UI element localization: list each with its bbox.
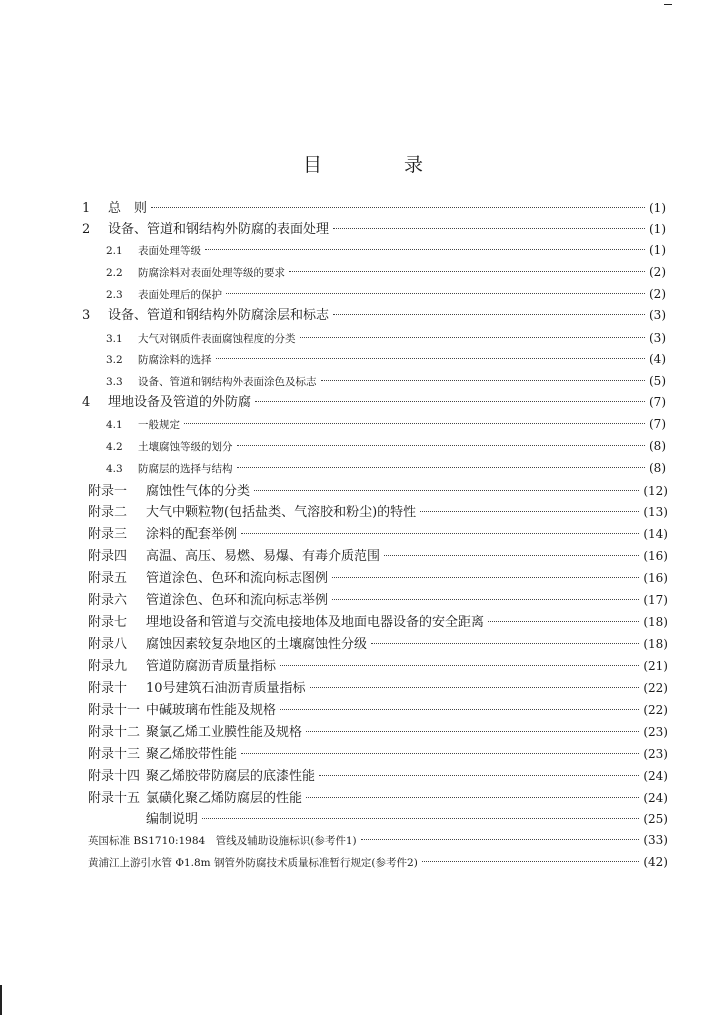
toc-entry bbox=[82, 219, 666, 239]
toc-entry-page: (2) bbox=[649, 265, 666, 279]
toc-entry bbox=[88, 809, 668, 829]
toc-entry-title: 防腐涂料对表面处理等级的要求 bbox=[138, 267, 285, 279]
toc-leader-dots bbox=[333, 228, 645, 229]
toc-entry bbox=[82, 392, 666, 412]
toc-entry-title: 涂料的配套举例 bbox=[146, 527, 238, 542]
toc-leader-dots bbox=[332, 577, 639, 578]
toc-entry-number: 附录八 bbox=[88, 637, 128, 652]
toc-entry-title: 表面处理等级 bbox=[138, 245, 201, 257]
toc-leader-dots bbox=[310, 687, 640, 688]
toc-entry bbox=[88, 502, 668, 522]
toc-leader-dots bbox=[241, 533, 639, 534]
toc-entry-number: 附录九 bbox=[88, 659, 128, 674]
toc-entry bbox=[88, 634, 668, 654]
toc-entry-title: 一般规定 bbox=[138, 419, 180, 431]
toc-entry-page: (2) bbox=[649, 287, 666, 301]
toc-leader-dots bbox=[226, 293, 645, 294]
toc-entry-page: (16) bbox=[643, 571, 668, 585]
toc-entry-page: (3) bbox=[649, 308, 666, 322]
toc-entry-page: (1) bbox=[649, 243, 666, 257]
toc-leader-dots bbox=[255, 401, 645, 402]
toc-entry-number: 附录一 bbox=[88, 484, 128, 499]
toc-leader-dots bbox=[384, 555, 639, 556]
toc-entry-page: (8) bbox=[649, 439, 666, 453]
toc-entry-page: (4) bbox=[649, 352, 666, 366]
toc-entry bbox=[88, 788, 668, 808]
toc-entry-page: (33) bbox=[643, 833, 668, 847]
toc-entry-title: 防腐涂料的选择 bbox=[138, 354, 212, 366]
toc-entry-number: 附录十四 bbox=[88, 769, 141, 784]
toc-leader-dots bbox=[306, 797, 639, 798]
toc-entry-page: (13) bbox=[643, 505, 668, 519]
toc-leader-dots bbox=[216, 358, 646, 359]
toc-leader-dots bbox=[184, 423, 645, 424]
toc-entry bbox=[106, 436, 666, 456]
toc-entry-title: 土壤腐蚀等级的划分 bbox=[138, 441, 233, 453]
toc-entry-number: 附录四 bbox=[88, 549, 128, 564]
toc-leader-dots bbox=[151, 207, 645, 208]
toc-entry-title: 中碱玻璃布性能及规格 bbox=[146, 703, 277, 718]
toc-entry bbox=[82, 198, 666, 218]
toc-entry-page: (18) bbox=[643, 615, 668, 629]
toc-entry-title: 大气中颗粒物(包括盐类、气溶胶和粉尘)的特性 bbox=[146, 505, 417, 520]
page-title: 目 录 bbox=[302, 154, 462, 176]
toc-entry bbox=[88, 481, 668, 501]
toc-entry-number: 2.2 bbox=[106, 267, 123, 279]
toc-entry-page: (5) bbox=[649, 374, 666, 388]
toc-entry bbox=[106, 262, 666, 282]
toc-entry-title: 高温、高压、易燃、易爆、有毒介质范围 bbox=[146, 549, 381, 564]
toc-entry bbox=[106, 414, 666, 434]
toc-entry-number: 4.3 bbox=[106, 463, 123, 475]
toc-entry-page: (12) bbox=[643, 484, 668, 498]
toc-entry-page: (25) bbox=[643, 812, 668, 826]
toc-entry-page: (21) bbox=[643, 659, 668, 673]
toc-leader-dots bbox=[361, 839, 640, 840]
toc-entry-number: 附录二 bbox=[88, 505, 128, 520]
toc-entry-page: (42) bbox=[643, 855, 668, 869]
toc-entry-number: 4.1 bbox=[106, 419, 123, 431]
toc-entry-number: 附录十二 bbox=[88, 725, 141, 740]
toc-entry-title: 防腐层的选择与结构 bbox=[138, 463, 233, 475]
toc-leader-dots bbox=[422, 861, 640, 862]
toc-entry-title: 设备、管道和钢结构外防腐的表面处理 bbox=[108, 222, 330, 237]
toc-entry bbox=[88, 744, 668, 764]
toc-entry bbox=[106, 371, 666, 391]
toc-entry bbox=[106, 240, 666, 260]
toc-leader-dots bbox=[280, 665, 639, 666]
toc-entry-number: 4 bbox=[82, 395, 91, 410]
toc-leader-dots bbox=[237, 445, 646, 446]
toc-leader-dots bbox=[306, 731, 639, 732]
toc-leader-dots bbox=[237, 467, 646, 468]
toc-entry-page: (24) bbox=[643, 769, 668, 783]
toc-entry bbox=[88, 830, 668, 850]
toc-entry-title: 10号建筑石油沥青质量指标 bbox=[146, 681, 306, 696]
toc-leader-dots bbox=[205, 249, 645, 250]
toc-entry-page: (3) bbox=[649, 331, 666, 345]
toc-entry-page: (24) bbox=[643, 791, 668, 805]
scan-mark-top-right bbox=[664, 4, 672, 5]
toc-entry bbox=[88, 546, 668, 566]
toc-entry-title: 管道防腐沥青质量指标 bbox=[146, 659, 277, 674]
toc-entry-title: 编制说明 bbox=[146, 812, 199, 827]
toc-leader-dots bbox=[202, 818, 639, 819]
toc-entry-title: 聚氯乙烯工业膜性能及规格 bbox=[146, 725, 303, 740]
toc-entry-title: 黄浦江上游引水管 Φ1.8m 钢管外防腐技术质量标准暂行规定(参考件2) bbox=[88, 857, 418, 869]
toc-entry-title: 腐蚀因素较复杂地区的土壤腐蚀性分级 bbox=[146, 637, 368, 652]
toc-entry-title: 设备、管道和钢结构外表面涂色及标志 bbox=[138, 376, 317, 388]
toc-entry bbox=[106, 458, 666, 478]
toc-entry-number: 附录三 bbox=[88, 527, 128, 542]
toc-entry bbox=[106, 328, 666, 348]
toc-leader-dots bbox=[319, 775, 639, 776]
toc-entry bbox=[88, 524, 668, 544]
toc-leader-dots bbox=[332, 599, 639, 600]
toc-entry-number: 4.2 bbox=[106, 441, 123, 453]
toc-entry-title: 英国标准 BS1710:1984 管线及辅助设施标识(参考件1) bbox=[88, 835, 357, 847]
toc-entry-title: 氯磺化聚乙烯防腐层的性能 bbox=[146, 791, 303, 806]
toc-entry-number: 3.1 bbox=[106, 333, 123, 345]
toc-entry-number: 2.1 bbox=[106, 245, 123, 257]
toc-entry-number: 附录十五 bbox=[88, 791, 141, 806]
toc-leader-dots bbox=[241, 753, 639, 754]
toc-leader-dots bbox=[254, 490, 639, 491]
toc-entry-number: 2 bbox=[82, 222, 91, 237]
toc-entry-number: 3.2 bbox=[106, 354, 123, 366]
toc-leader-dots bbox=[289, 271, 645, 272]
toc-entry-number: 附录六 bbox=[88, 593, 128, 608]
toc-entry-page: (16) bbox=[643, 549, 668, 563]
toc-entry-page: (23) bbox=[643, 747, 668, 761]
toc-entry-page: (14) bbox=[643, 527, 668, 541]
toc-entry-title: 聚乙烯胶带性能 bbox=[146, 747, 238, 762]
toc-leader-dots bbox=[333, 314, 645, 315]
toc-entry bbox=[88, 722, 668, 742]
toc-entry-number: 2.3 bbox=[106, 289, 123, 301]
toc-entry-number: 附录十一 bbox=[88, 703, 141, 718]
toc-entry bbox=[88, 656, 668, 676]
toc-entry-title: 管道涂色、色环和流向标志举例 bbox=[146, 593, 329, 608]
toc-entry bbox=[88, 700, 668, 720]
scan-mark-left bbox=[0, 985, 2, 1015]
toc-entry-number: 附录五 bbox=[88, 571, 128, 586]
toc-entry-title: 总 则 bbox=[108, 201, 148, 216]
toc-entry-number: 1 bbox=[82, 201, 91, 216]
toc-entry bbox=[88, 852, 668, 872]
toc-entry-title: 聚乙烯胶带防腐层的底漆性能 bbox=[146, 769, 316, 784]
toc-entry-page: (1) bbox=[649, 201, 666, 215]
toc-leader-dots bbox=[371, 643, 639, 644]
toc-leader-dots bbox=[488, 621, 639, 622]
toc-entry-title: 大气对钢质件表面腐蚀程度的分类 bbox=[138, 333, 296, 345]
toc-entry-number: 3 bbox=[82, 308, 91, 323]
toc-entry bbox=[106, 349, 666, 369]
toc-entry-title: 腐蚀性气体的分类 bbox=[146, 484, 251, 499]
toc-entry-page: (23) bbox=[643, 725, 668, 739]
toc-leader-dots bbox=[321, 380, 646, 381]
toc-entry-title: 埋地设备及管道的外防腐 bbox=[108, 395, 252, 410]
toc-entry-number: 附录七 bbox=[88, 615, 128, 630]
toc-entry-title: 埋地设备和管道与交流电接地体及地面电器设备的安全距离 bbox=[146, 615, 485, 630]
toc-entry-page: (1) bbox=[649, 222, 666, 236]
toc-entry-page: (8) bbox=[649, 461, 666, 475]
toc-leader-dots bbox=[420, 511, 639, 512]
toc-entry bbox=[88, 590, 668, 610]
toc-leader-dots bbox=[300, 337, 646, 338]
toc-leader-dots bbox=[280, 709, 639, 710]
toc-entry-title: 管道涂色、色环和流向标志图例 bbox=[146, 571, 329, 586]
toc-entry-title: 表面处理后的保护 bbox=[138, 289, 222, 301]
toc-entry-page: (7) bbox=[649, 417, 666, 431]
toc-entry bbox=[82, 305, 666, 325]
toc-entry-number: 附录十 bbox=[88, 681, 128, 696]
toc-entry-page: (22) bbox=[643, 681, 668, 695]
toc-entry-page: (7) bbox=[649, 395, 666, 409]
toc-entry-page: (17) bbox=[643, 593, 668, 607]
toc-entry bbox=[88, 678, 668, 698]
toc-entry-number: 附录十三 bbox=[88, 747, 141, 762]
toc-entry-page: (18) bbox=[643, 637, 668, 651]
toc-entry-page: (22) bbox=[643, 703, 668, 717]
toc-entry-title: 设备、管道和钢结构外防腐涂层和标志 bbox=[108, 308, 330, 323]
toc-entry bbox=[88, 766, 668, 786]
toc-entry bbox=[106, 284, 666, 304]
toc-entry bbox=[88, 568, 668, 588]
toc-entry-number: 3.3 bbox=[106, 376, 123, 388]
toc-entry bbox=[88, 612, 668, 632]
